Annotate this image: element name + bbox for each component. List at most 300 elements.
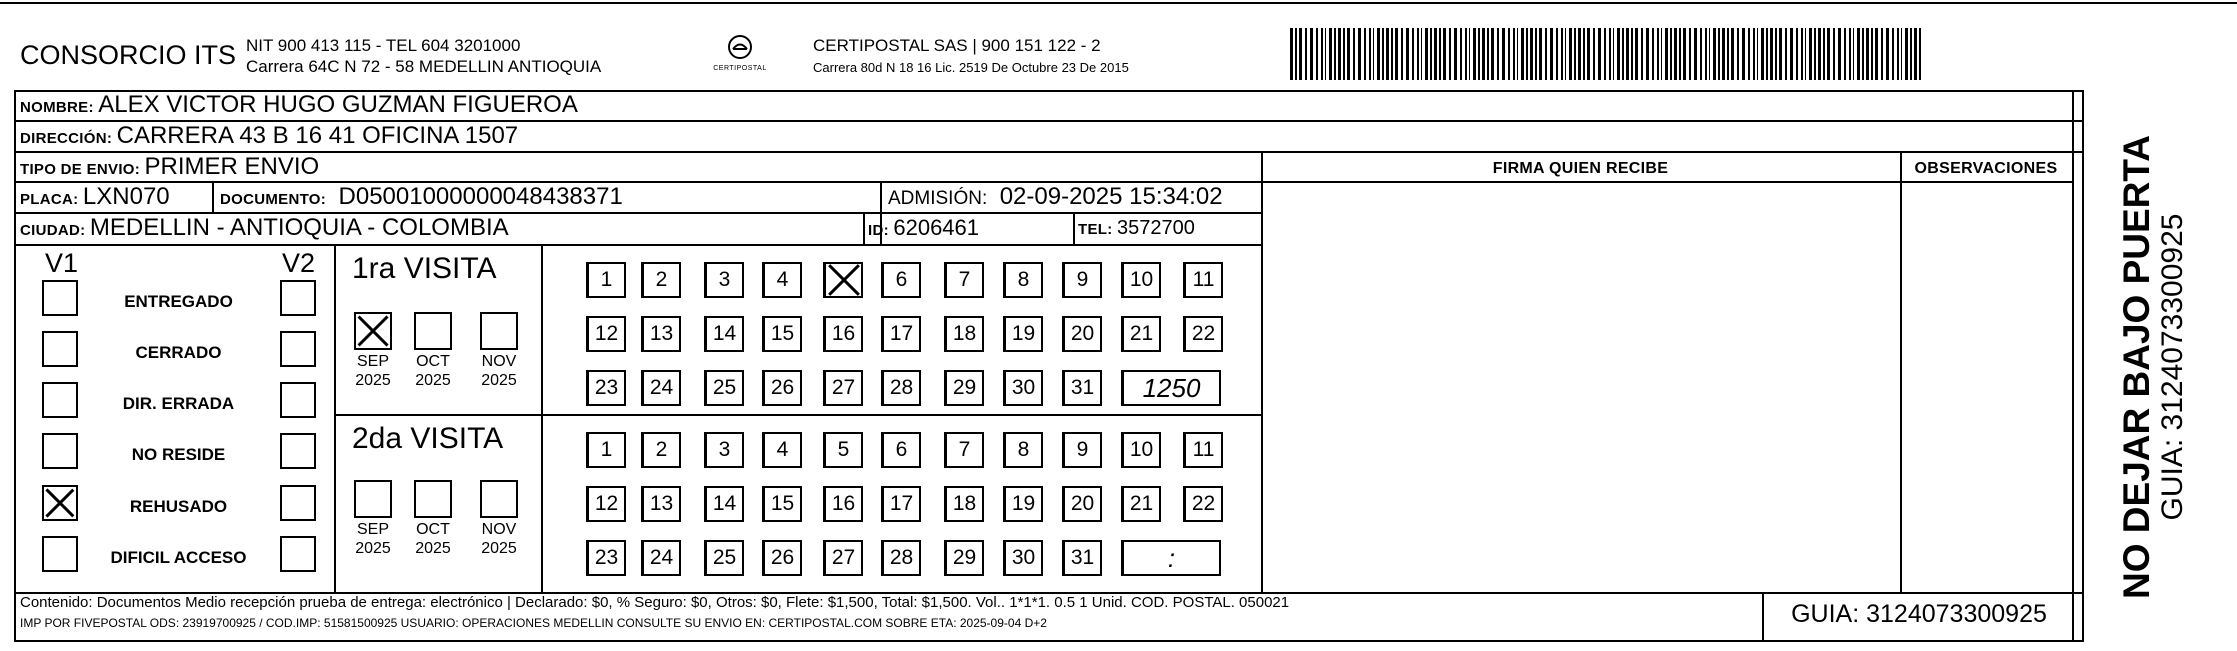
barcode-bar bbox=[1478, 28, 1480, 80]
barcode-bar bbox=[1593, 28, 1595, 80]
visit2-day-box[interactable]: 5 bbox=[823, 432, 863, 468]
visit1-day-box[interactable]: 3 bbox=[704, 262, 744, 298]
barcode-bar bbox=[1545, 28, 1547, 80]
barcode-bar bbox=[1310, 28, 1313, 80]
v1-checkbox[interactable] bbox=[42, 485, 78, 521]
barcode-bar bbox=[1578, 28, 1581, 80]
barcode-bar bbox=[1401, 28, 1403, 80]
footer-contenido: Contenido: Documentos Medio recepción prueba de entrega: electrónico | Declarado: $0, % Seguro: $0, Otros: $0, Flete: $1,500, Total: $1,500. Vol.. 1*1*1. 0.5 1 Unid. COD. POSTAL. 050021 bbox=[20, 594, 1290, 611]
v2-checkbox[interactable] bbox=[280, 536, 316, 572]
visit2-day-box[interactable]: 23 bbox=[586, 540, 626, 576]
visit2-day-box[interactable]: 4 bbox=[762, 432, 802, 468]
certipostal-logo bbox=[705, 34, 775, 80]
barcode-bar bbox=[1775, 28, 1777, 80]
placa-label: PLACA: bbox=[20, 191, 79, 208]
status-label: ENTREGADO bbox=[124, 292, 233, 311]
tel-cell bbox=[1078, 217, 1195, 240]
status-divider bbox=[334, 244, 336, 592]
visit1-day-box[interactable] bbox=[823, 262, 863, 298]
barcode-bar bbox=[1617, 28, 1620, 80]
barcode-bar bbox=[1338, 28, 1341, 80]
barcode-bar bbox=[1369, 28, 1371, 80]
visit1-day-box[interactable]: 30 bbox=[1003, 370, 1043, 406]
barcode-bar bbox=[1905, 28, 1908, 80]
barcode-bar bbox=[1694, 28, 1697, 80]
barcode-bar bbox=[1482, 28, 1485, 80]
col-line bbox=[863, 212, 865, 244]
barcode-bar bbox=[1539, 28, 1542, 80]
barcode-bar bbox=[1491, 28, 1494, 80]
barcode-bar bbox=[1886, 28, 1889, 80]
status-label: CERRADO bbox=[135, 343, 222, 362]
logo-icon bbox=[723, 34, 757, 60]
barcode-bar bbox=[1635, 28, 1638, 80]
id-value: 6206461 bbox=[893, 215, 980, 240]
visit1-day-box[interactable]: 24 bbox=[641, 370, 681, 406]
barcode-bar bbox=[1574, 28, 1576, 80]
barcode-bar bbox=[1646, 28, 1649, 80]
barcode-bar bbox=[1844, 28, 1846, 80]
barcode-bar bbox=[1742, 28, 1745, 80]
visit1-time-box[interactable]: 1250 bbox=[1121, 370, 1221, 406]
visit2-month-label bbox=[345, 520, 401, 558]
barcode-bar bbox=[1412, 28, 1414, 80]
barcode-bar bbox=[1421, 28, 1422, 80]
visit2-month-name: OCT bbox=[416, 521, 450, 538]
company-name: CONSORCIO ITS bbox=[20, 40, 237, 70]
documento-cell bbox=[220, 183, 623, 211]
visit2-day-box[interactable]: 18 bbox=[944, 486, 984, 522]
visit1-day-box[interactable]: 15 bbox=[762, 316, 802, 352]
barcode-bar bbox=[1689, 28, 1691, 80]
barcode-bar bbox=[1849, 28, 1851, 80]
barcode-bar bbox=[1334, 28, 1336, 80]
barcode-bar bbox=[1406, 28, 1409, 80]
barcode-bar bbox=[1598, 28, 1601, 80]
visit2-day-box[interactable]: 3 bbox=[704, 432, 744, 468]
barcode-bar bbox=[1737, 28, 1739, 80]
footer-guia: GUIA: 3124073300925 bbox=[1791, 600, 2047, 628]
visit1-day-box[interactable]: 27 bbox=[823, 370, 863, 406]
barcode-bar bbox=[1809, 28, 1812, 80]
visit1-day-box[interactable]: 4 bbox=[762, 262, 802, 298]
visit-divider bbox=[334, 414, 1261, 416]
visit2-month-name: NOV bbox=[481, 521, 517, 538]
side-divider bbox=[2072, 90, 2074, 642]
top-border bbox=[0, 2, 2237, 4]
visit1-day-box[interactable]: 20 bbox=[1062, 316, 1102, 352]
barcode-bar bbox=[1805, 28, 1806, 80]
id-label: ID: bbox=[868, 222, 889, 239]
barcode-bar bbox=[1709, 28, 1710, 80]
barcode-bar bbox=[1382, 28, 1384, 80]
visit2-time-box[interactable]: : bbox=[1121, 540, 1221, 576]
barcode-bar bbox=[1325, 28, 1326, 80]
logo-text: CERTIPOSTAL bbox=[713, 65, 767, 72]
visit2-day-box[interactable]: 14 bbox=[704, 486, 744, 522]
visit2-month-name: SEP bbox=[356, 521, 389, 538]
barcode-bar bbox=[1801, 28, 1803, 80]
barcode-bar bbox=[1443, 28, 1446, 80]
barcode-bar bbox=[1391, 28, 1393, 80]
v1-checkbox[interactable] bbox=[42, 331, 78, 367]
visit2-day-box[interactable]: 12 bbox=[586, 486, 626, 522]
company-nit: NIT 900 413 115 - TEL 604 3201000 bbox=[246, 36, 521, 55]
company-address: Carrera 64C N 72 - 58 MEDELLIN ANTIOQUIA bbox=[246, 57, 602, 76]
visit2-month-label bbox=[471, 520, 527, 558]
visit2-day-box[interactable]: 19 bbox=[1003, 486, 1043, 522]
visit1-day-box[interactable]: 25 bbox=[704, 370, 744, 406]
barcode-bar bbox=[1439, 28, 1441, 80]
visit2-day-box[interactable]: 20 bbox=[1062, 486, 1102, 522]
barcode-bar bbox=[1727, 28, 1729, 80]
barcode-bar bbox=[1761, 28, 1764, 80]
barcode-bar bbox=[1679, 28, 1681, 80]
visit2-day-box[interactable]: 31 bbox=[1062, 540, 1102, 576]
visit2-day-box[interactable]: 1 bbox=[586, 432, 626, 468]
visit1-day-box[interactable]: 31 bbox=[1062, 370, 1102, 406]
barcode-bar bbox=[1358, 28, 1361, 80]
observaciones-area[interactable] bbox=[1902, 183, 2071, 591]
barcode-bar bbox=[1753, 28, 1755, 80]
barcode-bar bbox=[1556, 28, 1558, 80]
barcode-bar bbox=[1550, 28, 1553, 80]
barcode-bar bbox=[1823, 28, 1825, 80]
barcode-bar bbox=[1718, 28, 1720, 80]
direccion-label: DIRECCIÓN: bbox=[20, 130, 113, 147]
barcode-bar bbox=[1914, 28, 1917, 80]
visit1-day-box[interactable]: 12 bbox=[586, 316, 626, 352]
v2-checkbox[interactable] bbox=[280, 280, 316, 316]
barcode-bar bbox=[1425, 28, 1428, 80]
visit1-month-name: NOV bbox=[481, 353, 517, 370]
barcode-bar bbox=[1430, 28, 1432, 80]
direccion-row bbox=[20, 122, 518, 150]
barcode-bar bbox=[1641, 28, 1643, 80]
visit1-day-box[interactable]: 6 bbox=[881, 262, 921, 298]
visit2-day-box[interactable]: 7 bbox=[944, 432, 984, 468]
v1-checkbox[interactable] bbox=[42, 280, 78, 316]
tipo-value: PRIMER ENVIO bbox=[144, 153, 320, 180]
barcode-bar bbox=[1901, 28, 1902, 80]
visit2-month-label bbox=[405, 520, 461, 558]
barcode-bar bbox=[1674, 28, 1677, 80]
barcode-bar bbox=[1814, 28, 1816, 80]
barcode-bar bbox=[1329, 28, 1332, 80]
v2-label: V2 bbox=[282, 248, 316, 278]
barcode-bar bbox=[1897, 28, 1899, 80]
visit1-month-box[interactable] bbox=[414, 312, 452, 350]
barcode-bar bbox=[1866, 28, 1869, 80]
visit1-day-box[interactable]: 11 bbox=[1183, 262, 1223, 298]
status-label: DIR. ERRADA bbox=[122, 394, 235, 413]
tipo-row bbox=[20, 153, 319, 181]
barcode-bar bbox=[1508, 28, 1510, 80]
barcode-bar bbox=[1583, 28, 1585, 80]
barcode-bar bbox=[1305, 28, 1307, 80]
barcode-bar bbox=[1521, 28, 1524, 80]
visit2-day-box[interactable]: 25 bbox=[704, 540, 744, 576]
ciudad-cell bbox=[20, 214, 509, 242]
barcode-bar bbox=[1565, 28, 1566, 80]
barcode-bar bbox=[1473, 28, 1476, 80]
barcode-bar bbox=[1290, 28, 1293, 80]
barcode-bar bbox=[1700, 28, 1702, 80]
visit2-day-box[interactable]: 15 bbox=[762, 486, 802, 522]
barcode-bar bbox=[1670, 28, 1672, 80]
col-line bbox=[212, 181, 214, 212]
barcode-bar bbox=[1386, 28, 1389, 80]
visit2-month-box[interactable] bbox=[480, 480, 518, 518]
barcode-bar bbox=[1881, 28, 1883, 80]
barcode-bar bbox=[1513, 28, 1515, 80]
guia-box-line bbox=[1762, 592, 1764, 642]
status-label: NO RESIDE bbox=[131, 445, 226, 464]
admision-label: ADMISIÓN: bbox=[888, 188, 988, 209]
admision-cell bbox=[888, 183, 1223, 211]
v1-checkbox[interactable] bbox=[42, 433, 78, 469]
barcode-bar bbox=[1364, 28, 1366, 80]
v1-label: V1 bbox=[45, 248, 79, 278]
visit1-day-box[interactable]: 8 bbox=[1003, 262, 1043, 298]
barcode-bar bbox=[1295, 28, 1297, 80]
visit1-day-box[interactable]: 10 bbox=[1121, 262, 1161, 298]
month-divider bbox=[541, 244, 543, 592]
barcode-bar bbox=[1757, 28, 1758, 80]
visit1-day-box[interactable]: 1 bbox=[586, 262, 626, 298]
carrier-name: CERTIPOSTAL SAS | 900 151 122 - 2 bbox=[813, 36, 1101, 55]
barcode-bar bbox=[1613, 28, 1614, 80]
barcode-bar bbox=[1343, 28, 1345, 80]
barcode-bar bbox=[1321, 28, 1323, 80]
barcode-bar bbox=[1299, 28, 1302, 80]
visit1-day-box[interactable]: 19 bbox=[1003, 316, 1043, 352]
visit1-month-year: 2025 bbox=[481, 372, 517, 389]
col-line bbox=[1073, 212, 1075, 244]
visit1-day-box[interactable]: 23 bbox=[586, 370, 626, 406]
barcode-bar bbox=[1526, 28, 1528, 80]
barcode-bar bbox=[1862, 28, 1864, 80]
direccion-value: CARRERA 43 B 16 41 OFICINA 1507 bbox=[116, 122, 519, 149]
barcode-bar bbox=[1853, 28, 1854, 80]
visit1-day-box[interactable]: 21 bbox=[1121, 316, 1161, 352]
visit2-day-box[interactable]: 30 bbox=[1003, 540, 1043, 576]
visit1-month-name: SEP bbox=[356, 353, 389, 370]
carrier-address: Carrera 80d N 18 16 Lic. 2519 De Octubre 23 De 2015 bbox=[813, 60, 1129, 75]
barcode-bar bbox=[1731, 28, 1734, 80]
tel-value: 3572700 bbox=[1116, 217, 1195, 239]
visit2-day-box[interactable]: 9 bbox=[1062, 432, 1102, 468]
barcode-bar bbox=[1530, 28, 1533, 80]
visit1-day-box[interactable]: 2 bbox=[641, 262, 681, 298]
visit2-day-box[interactable]: 28 bbox=[881, 540, 921, 576]
barcode-bar bbox=[1871, 28, 1873, 80]
visit2-month-year: 2025 bbox=[415, 540, 451, 557]
ciudad-value: MEDELLIN - ANTIOQUIA - COLOMBIA bbox=[89, 214, 509, 241]
barcode-bar bbox=[1622, 28, 1624, 80]
placa-cell bbox=[20, 183, 170, 211]
barcode-bar bbox=[1818, 28, 1821, 80]
visit2-day-box[interactable]: 16 bbox=[823, 486, 863, 522]
nombre-label: NOMBRE: bbox=[20, 99, 94, 116]
nombre-row bbox=[20, 91, 578, 119]
barcode-bar bbox=[1587, 28, 1590, 80]
visit1-month-name: OCT bbox=[416, 353, 450, 370]
barcode-bar bbox=[1353, 28, 1355, 80]
visit2-day-box[interactable]: 26 bbox=[762, 540, 802, 576]
admision-value: 02-09-2025 15:34:02 bbox=[999, 183, 1223, 210]
documento-value: D05001000000048438371 bbox=[338, 183, 623, 210]
barcode-bar bbox=[1748, 28, 1750, 80]
visit1-title: 1ra VISITA bbox=[352, 252, 497, 285]
x-mark bbox=[44, 487, 76, 519]
barcode-bar bbox=[1919, 28, 1921, 80]
visit2-month-box[interactable] bbox=[354, 480, 392, 518]
visit1-day-box[interactable]: 29 bbox=[944, 370, 984, 406]
visit1-day-box[interactable]: 9 bbox=[1062, 262, 1102, 298]
visit1-month-box[interactable] bbox=[480, 312, 518, 350]
row-line bbox=[14, 244, 1261, 246]
v2-checkbox[interactable] bbox=[280, 433, 316, 469]
visit1-month-box[interactable] bbox=[354, 312, 392, 350]
barcode-bar bbox=[1373, 28, 1374, 80]
status-label: REHUSADO bbox=[129, 497, 228, 516]
barcode-bar bbox=[1785, 28, 1787, 80]
side-guia-text: GUIA: 3124073300925 bbox=[2156, 213, 2189, 521]
visit1-month-label bbox=[345, 352, 401, 390]
visit1-day-box[interactable]: 28 bbox=[881, 370, 921, 406]
barcode-bar bbox=[1434, 28, 1437, 80]
barcode-bar bbox=[1770, 28, 1773, 80]
barcode-bar bbox=[1460, 28, 1462, 80]
footer-imp: IMP POR FIVEPOSTAL ODS: 23919700925 / COD.IMP: 51581500925 USUARIO: OPERACIONES MEDELLIN CONSULTE SU ENVIO EN: CERTIPOSTAL.COM SOBRE ETA: 2025-09-04 D+2 bbox=[20, 616, 1047, 630]
barcode-bar bbox=[1569, 28, 1572, 80]
barcode-bar bbox=[1417, 28, 1419, 80]
visit1-month-year: 2025 bbox=[415, 372, 451, 389]
barcode-bar bbox=[1497, 28, 1499, 80]
nombre-value: ALEX VICTOR HUGO GUZMAN FIGUEROA bbox=[98, 91, 578, 118]
visit2-day-box[interactable]: 21 bbox=[1121, 486, 1161, 522]
visit2-month-year: 2025 bbox=[355, 540, 391, 557]
visit2-title: 2da VISITA bbox=[352, 422, 504, 455]
barcode-bar bbox=[1833, 28, 1835, 80]
visit2-day-box[interactable]: 24 bbox=[641, 540, 681, 576]
x-mark bbox=[826, 264, 861, 296]
v2-checkbox[interactable] bbox=[280, 331, 316, 367]
barcode-bar bbox=[1722, 28, 1725, 80]
barcode-bar bbox=[1713, 28, 1716, 80]
visit1-day-box[interactable]: 17 bbox=[881, 316, 921, 352]
documento-label: DOCUMENTO: bbox=[220, 191, 327, 208]
barcode-bar bbox=[1377, 28, 1380, 80]
tipo-label: TIPO DE ENVIO: bbox=[20, 161, 141, 178]
barcode-bar bbox=[1465, 28, 1467, 80]
barcode-bar bbox=[1857, 28, 1860, 80]
barcode-bar bbox=[1766, 28, 1768, 80]
barcode-bar bbox=[1449, 28, 1451, 80]
barcode-bar bbox=[1487, 28, 1489, 80]
firma-label: FIRMA QUIEN RECIBE bbox=[1492, 160, 1669, 177]
v2-checkbox[interactable] bbox=[280, 485, 316, 521]
barcode-bar bbox=[1609, 28, 1611, 80]
barcode-bar bbox=[1316, 28, 1318, 80]
barcode-bar bbox=[1661, 28, 1662, 80]
barcode-bar bbox=[1561, 28, 1563, 80]
barcode-bar bbox=[1875, 28, 1878, 80]
barcode-bar bbox=[1454, 28, 1457, 80]
barcode-bar bbox=[1910, 28, 1912, 80]
visit2-day-box[interactable]: 17 bbox=[881, 486, 921, 522]
barcode-bar bbox=[1827, 28, 1830, 80]
visit1-month-label bbox=[471, 352, 527, 390]
tel-label: TEL: bbox=[1078, 221, 1113, 238]
barcode-bar bbox=[1796, 28, 1798, 80]
visit1-day-box[interactable]: 13 bbox=[641, 316, 681, 352]
status-label: DIFICIL ACCESO bbox=[110, 548, 247, 567]
visit2-day-box[interactable]: 27 bbox=[823, 540, 863, 576]
x-mark bbox=[356, 314, 390, 348]
barcode-bar bbox=[1604, 28, 1606, 80]
id-cell bbox=[868, 215, 979, 241]
visit1-day-box[interactable]: 14 bbox=[704, 316, 744, 352]
visit1-month-label bbox=[405, 352, 461, 390]
firma-area[interactable] bbox=[1263, 183, 1899, 591]
barcode-bar bbox=[1665, 28, 1668, 80]
barcode-bar bbox=[1892, 28, 1894, 80]
barcode-bar bbox=[1705, 28, 1707, 80]
barcode bbox=[1290, 28, 1926, 80]
visit1-day-box[interactable]: 18 bbox=[944, 316, 984, 352]
visit1-day-box[interactable]: 16 bbox=[823, 316, 863, 352]
barcode-bar bbox=[1347, 28, 1350, 80]
barcode-bar bbox=[1683, 28, 1686, 80]
visit1-day-box[interactable]: 26 bbox=[762, 370, 802, 406]
placa-value: LXN070 bbox=[82, 183, 170, 210]
barcode-bar bbox=[1502, 28, 1505, 80]
visit2-day-box[interactable]: 29 bbox=[944, 540, 984, 576]
visit2-day-box[interactable]: 6 bbox=[881, 432, 921, 468]
visit2-day-box[interactable]: 11 bbox=[1183, 432, 1223, 468]
barcode-bar bbox=[1395, 28, 1398, 80]
v2-checkbox[interactable] bbox=[280, 382, 316, 418]
barcode-bar bbox=[1779, 28, 1782, 80]
ciudad-label: CIUDAD: bbox=[20, 222, 86, 239]
visit1-day-box[interactable]: 7 bbox=[944, 262, 984, 298]
visit2-month-box[interactable] bbox=[414, 480, 452, 518]
visit2-day-box[interactable]: 2 bbox=[641, 432, 681, 468]
barcode-bar bbox=[1535, 28, 1537, 80]
visit1-day-box[interactable]: 22 bbox=[1183, 316, 1223, 352]
barcode-bar bbox=[1517, 28, 1518, 80]
visit1-month-year: 2025 bbox=[355, 372, 391, 389]
barcode-bar bbox=[1631, 28, 1633, 80]
v1-checkbox[interactable] bbox=[42, 536, 78, 572]
v1-checkbox[interactable] bbox=[42, 382, 78, 418]
visit2-day-box[interactable]: 10 bbox=[1121, 432, 1161, 468]
barcode-bar bbox=[1469, 28, 1470, 80]
barcode-bar bbox=[1657, 28, 1659, 80]
row-line bbox=[14, 151, 2084, 153]
barcode-bar bbox=[1652, 28, 1654, 80]
visit2-month-year: 2025 bbox=[481, 540, 517, 557]
observaciones-label: OBSERVACIONES bbox=[1914, 160, 2058, 177]
barcode-bar bbox=[1626, 28, 1629, 80]
visit2-day-box[interactable]: 13 bbox=[641, 486, 681, 522]
barcode-bar bbox=[1790, 28, 1793, 80]
visit2-day-box[interactable]: 8 bbox=[1003, 432, 1043, 468]
barcode-bar bbox=[1838, 28, 1841, 80]
visit2-day-box[interactable]: 22 bbox=[1183, 486, 1223, 522]
